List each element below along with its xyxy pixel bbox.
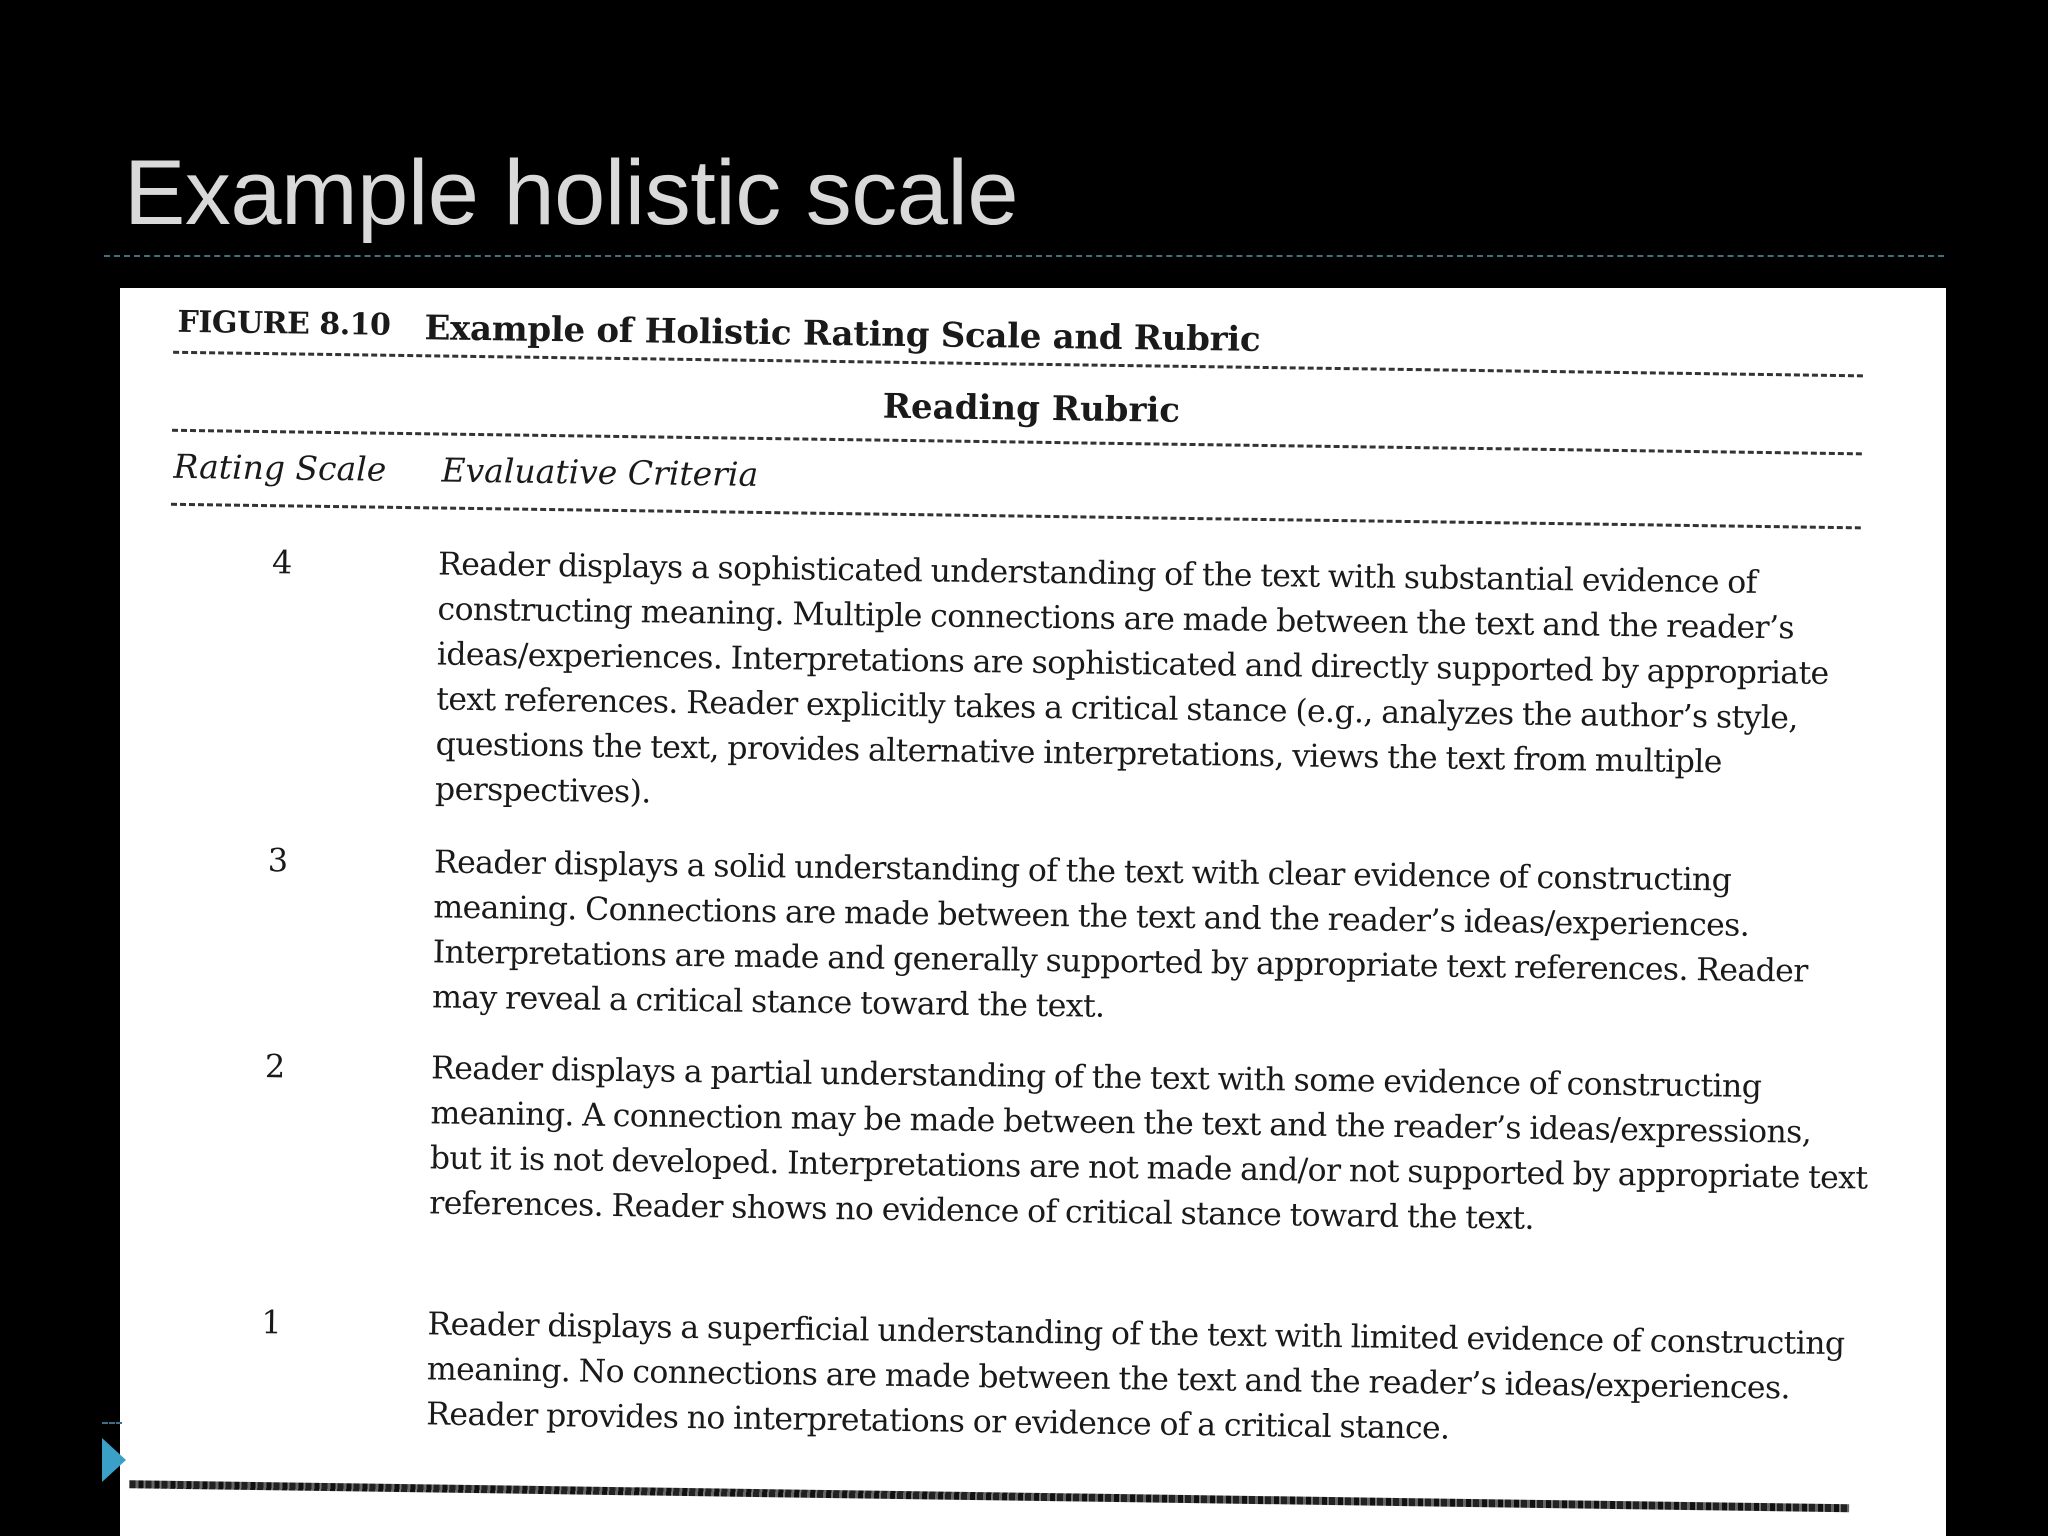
rubric-row — [120, 836, 1938, 1025]
figure-rule-columns — [171, 503, 1861, 530]
column-header-rating-scale: Rating Scale — [173, 446, 387, 489]
figure-title: Example of Holistic Rating Scale and Rubric — [424, 308, 1261, 360]
rubric-row — [120, 538, 1942, 811]
rating-criteria: Reader displays a sophisticated understanding of the text with substantial evidence of constructing meaning. Multiple connections are made between the text and the reader’s ideas/experiences. Interpretations are sophisticated and directly supported by appropriate text references. Reader explicitly takes a critical stance (e.g., analyzes the author’s style, questions the text, provides alternative interpretations, views the text from multiple perspectives). — [434, 546, 1829, 811]
rating-criteria: Reader displays a superficial understanding of the text with limited evidence of constructing meaning. No connections are made between the text and the reader’s ideas/experiences. Reader provides no interpretations or evidence of a critical stance. — [426, 1306, 1845, 1447]
scanned-figure-content — [120, 288, 1946, 1536]
rating-score: 3 — [267, 841, 289, 880]
rating-score: 1 — [261, 1303, 283, 1342]
rating-score: 4 — [271, 543, 293, 582]
figure-number: FIGURE 8.10 — [177, 304, 391, 343]
rating-criteria: Reader displays a partial understanding of the text with some evidence of constructing meaning. A connection may be made between the text and the reader’s ideas/expressions, but it is not developed. Interpretations are not made and/or not supported by appropriate text references. Reader shows no evidence of critical stance toward the text. — [428, 1050, 1868, 1237]
scanned-figure — [120, 288, 1946, 1536]
title-divider — [104, 255, 1944, 257]
figure-rule-bottom — [129, 1480, 1849, 1512]
column-header-evaluative-criteria: Evaluative Criteria — [441, 450, 759, 494]
footer-divider — [102, 1422, 122, 1424]
rubric-row — [120, 1042, 1935, 1237]
rubric-title: Reading Rubric — [882, 386, 1181, 431]
rating-criteria: Reader displays a solid understanding of the text with clear evidence of constructing meaning. Connections are made between the text and the reader’s ideas/experiences. Interpretations are made and generally supported by appropriate text references. Reader may reveal a critical stance toward the text. — [431, 844, 1808, 1025]
rating-score: 2 — [264, 1047, 286, 1086]
play-triangle-icon — [102, 1438, 126, 1482]
slide-title: Example holistic scale — [124, 142, 1019, 244]
rubric-row — [120, 1298, 1932, 1447]
